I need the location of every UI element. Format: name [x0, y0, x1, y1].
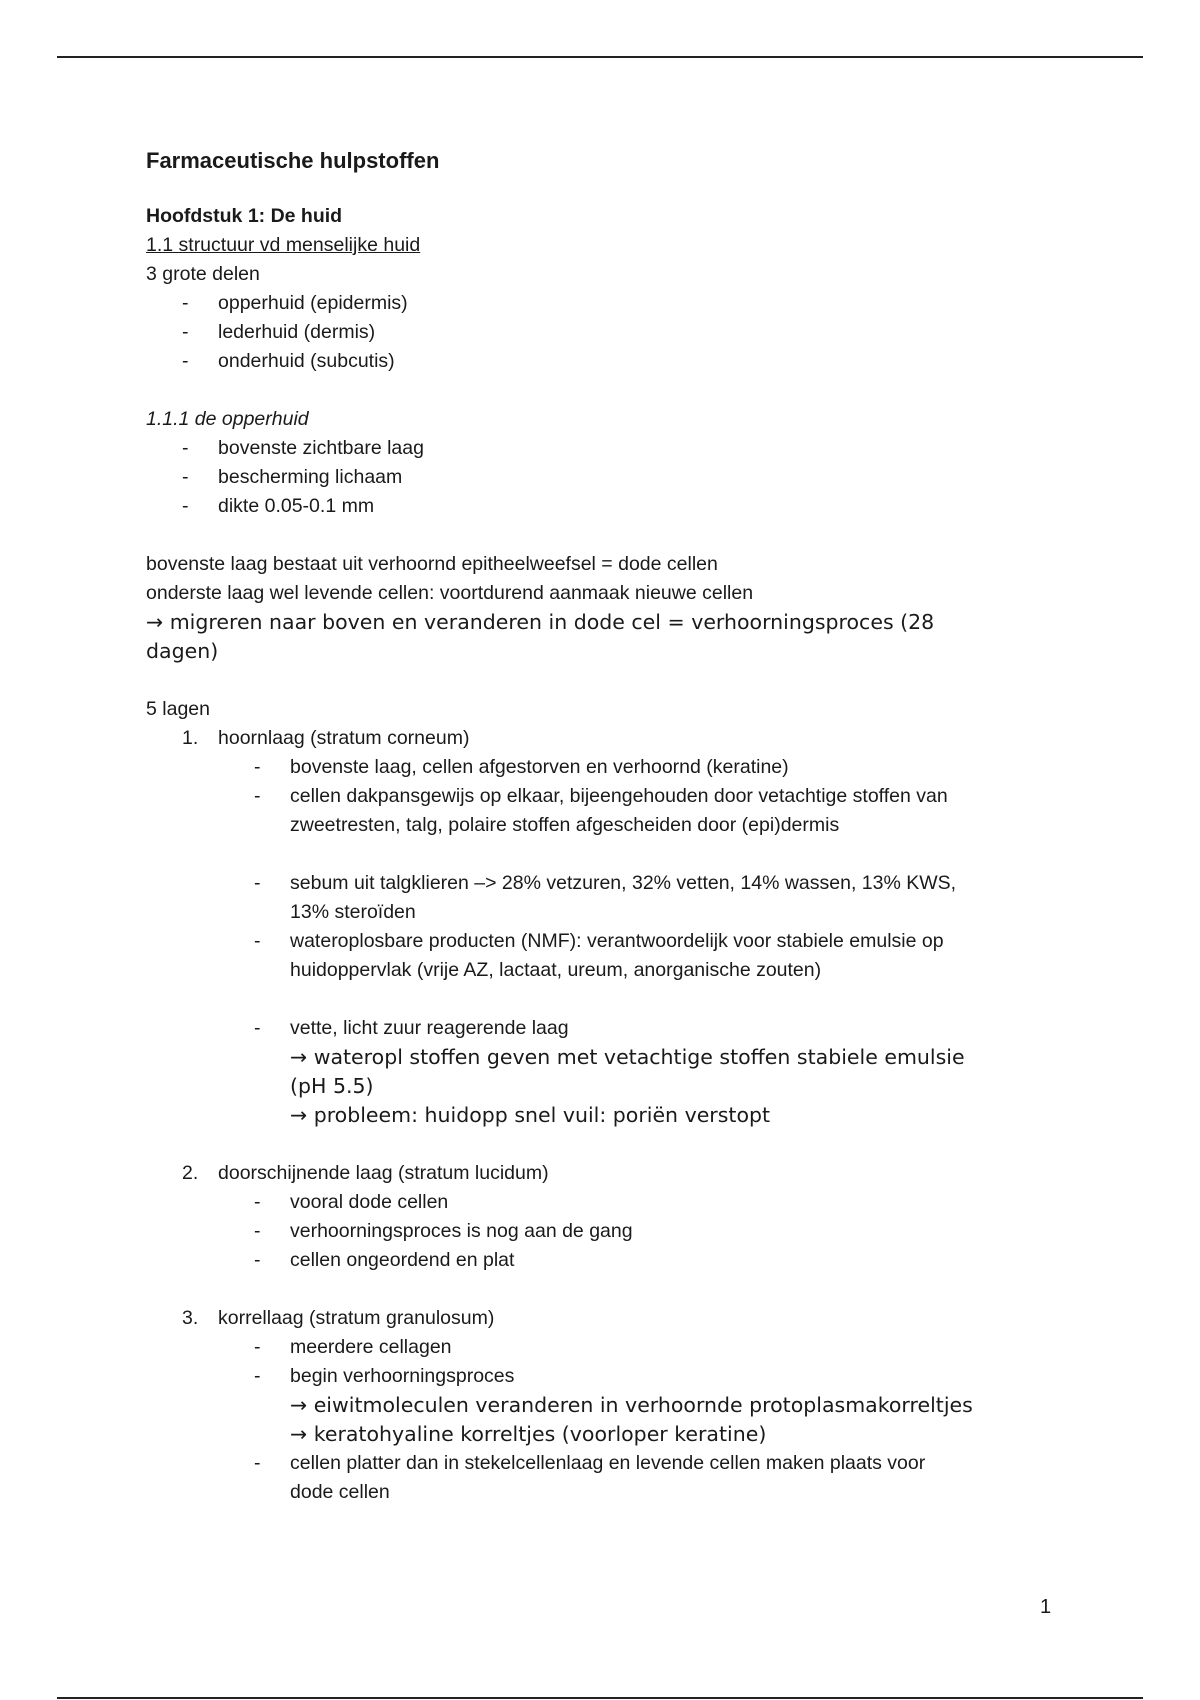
item-heading: hoornlaag (stratum corneum) — [218, 727, 470, 749]
numbered-item-3 — [146, 1304, 1066, 1333]
bottom-rule — [57, 1697, 1143, 1699]
list-item: - meerdere cellagen — [146, 1333, 1066, 1362]
item-heading: doorschijnende laag (stratum lucidum) — [218, 1162, 549, 1184]
list-item: - bescherming lichaam — [146, 463, 1066, 492]
list-item-continuation: 13% steroïden — [290, 901, 416, 923]
item-number: 3. — [182, 1307, 199, 1329]
list-item: - begin verhoorningsproces — [146, 1362, 1066, 1391]
item-heading: korrellaag (stratum granulosum) — [218, 1307, 495, 1329]
item-number: 2. — [182, 1162, 199, 1184]
list-item: - wateroplosbare producten (NMF): verantwoordelijk voor stabiele emulsie op — [146, 927, 1066, 956]
list-item-continuation: zweetresten, talg, polaire stoffen afgescheiden door (epi)dermis — [290, 814, 840, 836]
list-item: - bovenste laag, cellen afgestorven en verhoornd (keratine) — [146, 753, 1066, 782]
chapter-heading: Hoofdstuk 1: De huid — [146, 205, 343, 227]
document-body — [146, 140, 1066, 1507]
paragraph-line: dagen) — [146, 639, 219, 663]
document-title: Farmaceutische hulpstoffen — [146, 148, 440, 173]
list-item: - vooral dode cellen — [146, 1188, 1066, 1217]
top-rule — [57, 56, 1143, 58]
list-item: - cellen ongeordend en plat — [146, 1246, 1066, 1275]
numbered-item-1 — [146, 724, 1066, 753]
numbered-item-2 — [146, 1159, 1066, 1188]
list-item: - vette, licht zuur reagerende laag — [146, 1014, 1066, 1043]
list-item-continuation: dode cellen — [290, 1481, 390, 1503]
list-item-continuation: → keratohyaline korreltjes (voorloper keratine) — [290, 1422, 767, 1446]
list-item: - cellen platter dan in stekelcellenlaag en levende cellen maken plaats voor — [146, 1449, 1066, 1478]
list-item: - verhoorningsproces is nog aan de gang — [146, 1217, 1066, 1246]
subsection-heading: 1.1.1 de opperhuid — [146, 408, 309, 430]
list-item-continuation: huidoppervlak (vrije AZ, lactaat, ureum, anorganische zouten) — [290, 959, 822, 981]
list-item: - cellen dakpansgewijs op elkaar, bijeengehouden door vetachtige stoffen van — [146, 782, 1066, 811]
page-number: 1 — [1040, 1596, 1052, 1618]
list-item-continuation: → wateropl stoffen geven met vetachtige stoffen stabiele emulsie — [290, 1045, 965, 1069]
list-item: - bovenste zichtbare laag — [146, 434, 1066, 463]
paragraph-line: → migreren naar boven en veranderen in dode cel = verhoorningsproces (28 — [146, 610, 935, 634]
paragraph-line: bovenste laag bestaat uit verhoornd epitheelweefsel = dode cellen — [146, 553, 718, 575]
list-item: - opperhuid (epidermis) — [146, 289, 1066, 318]
list-item-continuation: → eiwitmoleculen veranderen in verhoornde protoplasmakorreltjes — [290, 1393, 973, 1417]
paragraph-line: onderste laag wel levende cellen: voortdurend aanmaak nieuwe cellen — [146, 582, 754, 604]
list-item: - onderhuid (subcutis) — [146, 347, 1066, 376]
list-item: - dikte 0.05-0.1 mm — [146, 492, 1066, 521]
list-item: - lederhuid (dermis) — [146, 318, 1066, 347]
item-number: 1. — [182, 727, 199, 749]
list-item: - sebum uit talgklieren –> 28% vetzuren, 32% vetten, 14% wassen, 13% KWS, — [146, 869, 1066, 898]
layers-intro: 5 lagen — [146, 698, 210, 720]
list-item-continuation: → probleem: huidopp snel vuil: poriën verstopt — [290, 1103, 771, 1127]
section-heading: 1.1 structuur vd menselijke huid — [146, 234, 421, 256]
list-item-continuation: (pH 5.5) — [290, 1074, 374, 1098]
intro-text: 3 grote delen — [146, 263, 260, 285]
